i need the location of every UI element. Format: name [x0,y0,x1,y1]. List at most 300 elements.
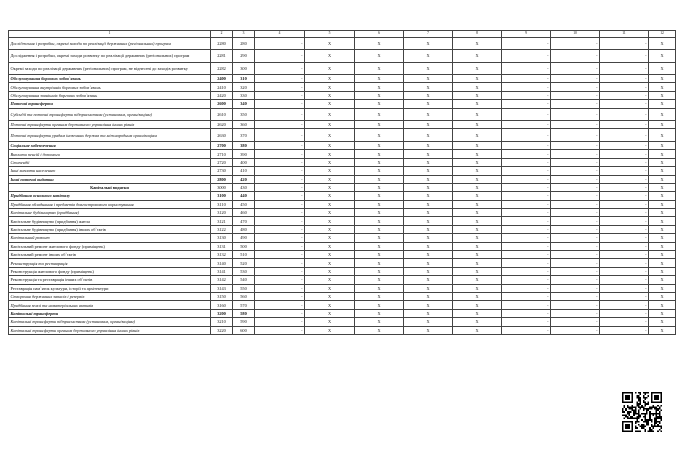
value-cell: - [255,200,305,208]
value-cell: - [502,83,551,91]
value-cell: - [502,183,551,191]
row-code: 440 [233,192,255,200]
row-name: Обслуговування боргових зобов`язань [9,75,211,83]
value-cell: X [649,141,676,149]
value-cell: X [305,100,355,108]
value-cell: X [649,129,676,142]
value-cell: - [502,167,551,175]
value-cell: - [255,234,305,242]
row-name: Виплати пенсій і допомоги [9,150,211,158]
row-code: 300 [233,62,255,75]
value-cell: - [502,326,551,334]
value-cell: X [453,175,502,183]
expense-code: 2600 [211,100,233,108]
value-cell: X [649,121,676,129]
expense-code: 2420 [211,91,233,99]
value-cell: - [255,192,305,200]
value-cell: X [404,158,453,166]
row-name: Поточні трансферти [9,100,211,108]
row-name: Дослідження і розробки, окремі заходи по реалізації державних (регіональних) програм [9,37,211,50]
value-cell: X [453,37,502,50]
value-cell: - [255,251,305,259]
value-cell: - [255,75,305,83]
value-cell: - [551,309,600,317]
value-cell: - [502,301,551,309]
value-cell: - [502,129,551,142]
value-cell: X [355,217,404,225]
expense-code: 3120 [211,209,233,217]
value-cell: - [600,129,649,142]
value-cell: - [551,91,600,99]
table-row [9,83,676,91]
expense-code: 2710 [211,150,233,158]
value-cell: - [551,301,600,309]
expense-code: 3220 [211,326,233,334]
table-row [9,37,676,50]
value-cell: - [502,158,551,166]
expense-code: 3121 [211,217,233,225]
row-name: Капітальне будівництво (придбання) житла [9,217,211,225]
value-cell: - [551,234,600,242]
expense-code: 2800 [211,175,233,183]
value-cell: X [404,217,453,225]
value-cell: X [355,209,404,217]
value-cell: X [305,91,355,99]
value-cell: - [551,326,600,334]
value-cell: X [649,276,676,284]
value-cell: X [404,209,453,217]
table-row [9,284,676,292]
value-cell: X [649,50,676,63]
value-cell: - [600,192,649,200]
value-cell: X [355,37,404,50]
row-name: Реставрація пам`яток культури, історії та архітектури [9,284,211,292]
value-cell: - [502,251,551,259]
value-cell: X [305,129,355,142]
row-code: 530 [233,267,255,275]
value-cell: X [355,292,404,300]
row-code: 380 [233,141,255,149]
value-cell: X [305,121,355,129]
value-cell: X [453,150,502,158]
value-cell: - [255,209,305,217]
value-cell: X [649,251,676,259]
value-cell: X [305,217,355,225]
value-cell: X [453,217,502,225]
row-name: Капітальний ремонт житлового фонду (приміщень) [9,242,211,250]
value-cell: - [600,175,649,183]
value-cell: X [305,259,355,267]
value-cell: - [600,108,649,121]
value-cell: X [355,183,404,191]
value-cell: X [404,284,453,292]
value-cell: - [551,175,600,183]
value-cell: - [502,100,551,108]
value-cell: X [453,309,502,317]
row-name: Капітальні трансферти [9,309,211,317]
value-cell: - [255,259,305,267]
value-cell: X [404,292,453,300]
table-row [9,217,676,225]
row-code: 590 [233,318,255,326]
value-cell: X [355,200,404,208]
column-number-5: 5 [305,31,355,38]
value-cell: X [404,242,453,250]
table-row [9,242,676,250]
value-cell: X [404,75,453,83]
expense-code: 2630 [211,129,233,142]
value-cell: - [600,276,649,284]
value-cell: X [649,267,676,275]
value-cell: - [551,167,600,175]
value-cell: - [551,242,600,250]
value-cell: X [355,192,404,200]
value-cell: X [305,225,355,233]
row-name: Капітальний ремонт [9,234,211,242]
value-cell: - [255,267,305,275]
value-cell: X [404,276,453,284]
row-name: Соціальне забезпечення [9,141,211,149]
table-row [9,276,676,284]
value-cell: - [255,284,305,292]
row-code: 400 [233,158,255,166]
value-cell: X [649,217,676,225]
column-number-10: 10 [551,31,600,38]
table-row [9,301,676,309]
value-cell: - [255,217,305,225]
expense-code: 2282 [211,62,233,75]
value-cell: X [453,301,502,309]
row-name: Інші поточні видатки [9,175,211,183]
column-number-4: 4 [255,31,305,38]
value-cell: X [404,318,453,326]
value-cell: - [551,183,600,191]
value-cell: X [355,158,404,166]
value-cell: - [255,62,305,75]
column-number-8: 8 [453,31,502,38]
value-cell: - [600,75,649,83]
expense-code: 3142 [211,276,233,284]
value-cell: - [255,141,305,149]
value-cell: X [453,318,502,326]
table-row [9,209,676,217]
value-cell: X [649,183,676,191]
expense-code: 3100 [211,192,233,200]
value-cell: - [600,251,649,259]
value-cell: X [404,108,453,121]
value-cell: X [404,326,453,334]
row-code: 580 [233,309,255,317]
value-cell: X [404,83,453,91]
row-code: 550 [233,284,255,292]
value-cell: X [305,209,355,217]
value-cell: - [551,121,600,129]
value-cell: X [453,267,502,275]
value-cell: - [502,75,551,83]
value-cell: X [305,276,355,284]
value-cell: X [305,301,355,309]
value-cell: X [355,129,404,142]
value-cell: X [355,251,404,259]
value-cell: X [355,284,404,292]
value-cell: X [355,167,404,175]
value-cell: X [404,192,453,200]
value-cell: X [355,326,404,334]
value-cell: X [453,292,502,300]
value-cell: X [453,183,502,191]
value-cell: X [649,37,676,50]
value-cell: - [502,276,551,284]
value-cell: X [453,108,502,121]
qr-code [622,392,662,432]
value-cell: - [255,150,305,158]
column-number-12: 12 [649,31,676,38]
value-cell: - [502,121,551,129]
expense-code: 2281 [211,50,233,63]
value-cell: X [649,192,676,200]
value-cell: - [255,318,305,326]
value-cell: - [551,284,600,292]
value-cell: - [551,292,600,300]
value-cell: - [502,91,551,99]
value-cell: - [600,242,649,250]
value-cell: X [355,301,404,309]
column-number-1: 1 [9,31,211,38]
value-cell: X [649,259,676,267]
value-cell: - [600,100,649,108]
row-name: Реконструкція та реставрація інших об`єктів [9,276,211,284]
value-cell: X [649,234,676,242]
row-name: Капітальне будівництво (придбання) інших об`єктів [9,225,211,233]
row-name: Капітальне будівництво (придбання) [9,209,211,217]
value-cell: X [355,108,404,121]
expense-code: 2700 [211,141,233,149]
row-name: Придбання землі та нематеріальних активів [9,301,211,309]
value-cell: - [502,150,551,158]
value-cell: X [355,100,404,108]
expense-code: 2610 [211,108,233,121]
value-cell: X [649,225,676,233]
value-cell: - [255,292,305,300]
value-cell: - [551,318,600,326]
value-cell: X [305,309,355,317]
table-row [9,183,676,191]
column-number-7: 7 [404,31,453,38]
value-cell: - [600,225,649,233]
value-cell: X [404,309,453,317]
value-cell: - [600,158,649,166]
value-cell: X [305,267,355,275]
expense-code: 2280 [211,37,233,50]
value-cell: - [255,129,305,142]
row-code: 430 [233,183,255,191]
value-cell: X [649,292,676,300]
value-cell: - [600,62,649,75]
value-cell: - [551,267,600,275]
value-cell: - [551,141,600,149]
value-cell: X [649,150,676,158]
value-cell: - [551,158,600,166]
expense-code: 3141 [211,267,233,275]
row-code: 280 [233,37,255,50]
value-cell: - [502,267,551,275]
value-cell: X [453,75,502,83]
value-cell: X [649,167,676,175]
table-row [9,150,676,158]
value-cell: - [255,100,305,108]
value-cell: X [404,175,453,183]
value-cell: X [453,50,502,63]
value-cell: - [255,276,305,284]
value-cell: X [404,234,453,242]
value-cell: - [255,37,305,50]
value-cell: - [502,242,551,250]
value-cell: X [453,251,502,259]
value-cell: X [453,200,502,208]
expense-code: 3140 [211,259,233,267]
table-row [9,251,676,259]
value-cell: X [453,121,502,129]
value-cell: X [305,108,355,121]
value-cell: X [355,242,404,250]
value-cell: X [404,100,453,108]
table-row [9,318,676,326]
value-cell: - [255,167,305,175]
value-cell: - [600,150,649,158]
value-cell: X [404,129,453,142]
table-row [9,326,676,334]
row-code: 520 [233,259,255,267]
value-cell: X [404,37,453,50]
value-cell: X [453,326,502,334]
value-cell: - [255,225,305,233]
value-cell: X [649,175,676,183]
row-code: 480 [233,225,255,233]
expense-code: 2410 [211,83,233,91]
value-cell: - [255,175,305,183]
value-cell: X [453,209,502,217]
value-cell: X [649,309,676,317]
value-cell: - [502,50,551,63]
value-cell: - [551,225,600,233]
row-code: 350 [233,108,255,121]
value-cell: - [255,326,305,334]
table-row [9,234,676,242]
value-cell: - [502,318,551,326]
value-cell: X [355,141,404,149]
value-cell: X [649,100,676,108]
value-cell: X [649,158,676,166]
value-cell: - [502,175,551,183]
table-row [9,200,676,208]
expense-code: 3143 [211,284,233,292]
value-cell: X [355,50,404,63]
value-cell: X [305,141,355,149]
value-cell: X [404,50,453,63]
value-cell: - [255,50,305,63]
row-name: Створення державних запасів і резервів [9,292,211,300]
column-number-9: 9 [502,31,551,38]
value-cell: X [305,251,355,259]
value-cell: - [255,309,305,317]
value-cell: X [355,267,404,275]
table-row [9,175,676,183]
value-cell: - [600,326,649,334]
value-cell: X [404,200,453,208]
value-cell: - [551,108,600,121]
table-row [9,62,676,75]
value-cell: - [502,284,551,292]
table-row [9,309,676,317]
value-cell: X [453,83,502,91]
column-number-11: 11 [600,31,649,38]
value-cell: X [453,167,502,175]
value-cell: X [355,150,404,158]
value-cell: - [502,209,551,217]
table-row [9,50,676,63]
expense-code: 3132 [211,251,233,259]
value-cell: X [453,100,502,108]
value-cell: - [551,100,600,108]
value-cell: - [502,259,551,267]
value-cell: X [649,62,676,75]
value-cell: X [404,91,453,99]
report-sheet [8,30,675,335]
value-cell: X [305,150,355,158]
value-cell: X [649,242,676,250]
value-cell: X [355,276,404,284]
value-cell: X [355,259,404,267]
value-cell: X [404,141,453,149]
table-row [9,129,676,142]
row-name: Поточні трансферти урядам іноземних держав та міжнародним організаціям [9,129,211,142]
value-cell: - [600,83,649,91]
value-cell: X [453,259,502,267]
value-cell: X [305,234,355,242]
value-cell: X [404,121,453,129]
value-cell: X [453,192,502,200]
value-cell: X [305,167,355,175]
row-code: 460 [233,209,255,217]
value-cell: - [600,183,649,191]
value-cell: X [305,284,355,292]
value-cell: X [305,292,355,300]
value-cell: - [551,209,600,217]
row-code: 330 [233,91,255,99]
value-cell: X [305,318,355,326]
value-cell: - [600,284,649,292]
row-name: Капітальні трансферти органам державного управління інших рівнів [9,326,211,334]
value-cell: X [355,121,404,129]
row-name: Обслуговування зовнішніх боргових зобов`язань [9,91,211,99]
column-number-6: 6 [355,31,404,38]
value-cell: - [600,50,649,63]
value-cell: - [502,217,551,225]
value-cell: - [551,200,600,208]
value-cell: - [502,234,551,242]
value-cell: - [551,50,600,63]
expense-code: 3122 [211,225,233,233]
row-code: 370 [233,129,255,142]
value-cell: - [600,301,649,309]
row-name: Поточні трансферти органам державного управління інших рівнів [9,121,211,129]
value-cell: - [255,183,305,191]
value-cell: - [600,121,649,129]
value-cell: - [600,267,649,275]
row-code: 290 [233,50,255,63]
row-name: Капітальні трансферти підприємствам (установам, організаціям) [9,318,211,326]
value-cell: X [649,108,676,121]
